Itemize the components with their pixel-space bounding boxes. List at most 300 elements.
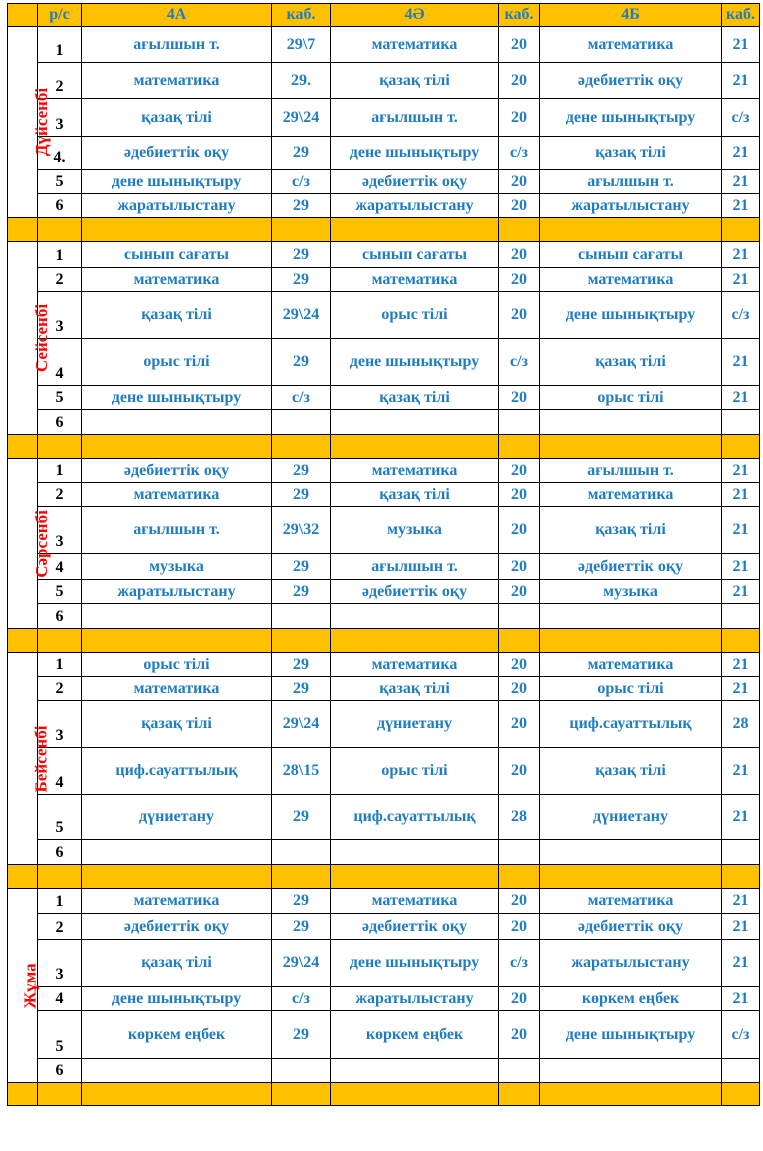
separator-cell: [540, 435, 722, 459]
room-cell: 29: [272, 580, 331, 604]
room-cell: 21: [722, 889, 760, 914]
lesson-number: 1: [38, 889, 82, 914]
room-cell: 20: [499, 507, 540, 554]
subject-cell: математика: [540, 483, 722, 507]
subject-cell: орыс тілі: [82, 339, 272, 386]
header-cell: 4Ә: [331, 4, 499, 27]
room-cell: 20: [499, 459, 540, 483]
lesson-number: 4: [38, 554, 82, 580]
room-cell: 21: [722, 268, 760, 292]
separator-cell: [331, 1083, 499, 1106]
day-label: [8, 653, 51, 865]
room-cell: [722, 840, 760, 865]
separator-cell: [272, 629, 331, 653]
subject-cell: орыс тілі: [540, 677, 722, 701]
subject-cell: дене шынықтыру: [540, 99, 722, 137]
day-name: Дүйсенбі: [32, 87, 52, 157]
table-row: [8, 914, 760, 940]
room-cell: 29: [272, 194, 331, 218]
subject-cell: [331, 604, 499, 629]
separator-cell: [272, 865, 331, 889]
separator-cell: [499, 629, 540, 653]
room-cell: 20: [499, 748, 540, 795]
room-cell: 21: [722, 194, 760, 218]
subject-cell: орыс тілі: [331, 292, 499, 339]
subject-cell: дене шынықтыру: [540, 1011, 722, 1059]
lesson-number: 4: [38, 339, 82, 386]
lesson-number: 6: [38, 1059, 82, 1083]
lesson-number: 2: [38, 63, 82, 99]
day-separator-row: [8, 865, 760, 889]
separator-cell: [8, 865, 38, 889]
room-cell: с/з: [272, 987, 331, 1011]
room-cell: 20: [499, 483, 540, 507]
room-cell: 20: [499, 194, 540, 218]
room-cell: [272, 1059, 331, 1083]
table-row: [8, 507, 760, 554]
subject-cell: [540, 1059, 722, 1083]
separator-cell: [82, 629, 272, 653]
room-cell: 20: [499, 170, 540, 194]
room-cell: 21: [722, 27, 760, 63]
room-cell: 29.: [272, 63, 331, 99]
subject-cell: математика: [82, 677, 272, 701]
room-cell: 21: [722, 507, 760, 554]
lesson-number: 3: [38, 701, 82, 748]
lesson-number: 5: [38, 580, 82, 604]
room-cell: [722, 1059, 760, 1083]
separator-cell: [8, 218, 38, 242]
subject-cell: математика: [331, 653, 499, 677]
subject-cell: ағылшын т.: [331, 99, 499, 137]
lesson-number: 6: [38, 410, 82, 435]
separator-cell: [722, 865, 760, 889]
separator-cell: [272, 1083, 331, 1106]
table-row: [8, 677, 760, 701]
subject-cell: [331, 410, 499, 435]
day-name: Сейсенбі: [32, 303, 52, 373]
room-cell: 28: [722, 701, 760, 748]
room-cell: 20: [499, 889, 540, 914]
table-row: [8, 268, 760, 292]
subject-cell: дене шынықтыру: [331, 940, 499, 987]
day-separator-row: [8, 1083, 760, 1106]
subject-cell: математика: [82, 889, 272, 914]
lesson-number: 2: [38, 268, 82, 292]
room-cell: 29: [272, 677, 331, 701]
separator-cell: [499, 435, 540, 459]
room-cell: 21: [722, 748, 760, 795]
room-cell: 20: [499, 914, 540, 940]
room-cell: 20: [499, 63, 540, 99]
room-cell: 28: [499, 795, 540, 840]
subject-cell: [331, 840, 499, 865]
table-row: [8, 889, 760, 914]
subject-cell: әдебиеттік оқу: [331, 914, 499, 940]
table-row: [8, 99, 760, 137]
table-row: [8, 483, 760, 507]
subject-cell: әдебиеттік оқу: [540, 914, 722, 940]
lesson-number: 6: [38, 604, 82, 629]
subject-cell: музыка: [540, 580, 722, 604]
lesson-number: 1: [38, 653, 82, 677]
subject-cell: ағылшын т.: [82, 507, 272, 554]
room-cell: с/з: [499, 339, 540, 386]
room-cell: 20: [499, 386, 540, 410]
header-cell: каб.: [722, 4, 760, 27]
subject-cell: математика: [331, 27, 499, 63]
separator-cell: [499, 865, 540, 889]
subject-cell: математика: [82, 483, 272, 507]
subject-cell: әдебиеттік оқу: [82, 914, 272, 940]
subject-cell: қазақ тілі: [82, 99, 272, 137]
room-cell: 29: [272, 459, 331, 483]
lesson-number: 1: [38, 27, 82, 63]
room-cell: 29: [272, 483, 331, 507]
room-cell: 21: [722, 914, 760, 940]
subject-cell: математика: [82, 63, 272, 99]
subject-cell: сынып сағаты: [331, 242, 499, 268]
room-cell: [722, 604, 760, 629]
room-cell: 29: [272, 795, 331, 840]
separator-cell: [540, 865, 722, 889]
room-cell: 29: [272, 914, 331, 940]
table-row: [8, 242, 760, 268]
header-cell: 4А: [82, 4, 272, 27]
room-cell: 20: [499, 653, 540, 677]
separator-cell: [722, 218, 760, 242]
room-cell: 29\24: [272, 701, 331, 748]
table-row: [8, 840, 760, 865]
subject-cell: қазақ тілі: [540, 507, 722, 554]
subject-cell: математика: [540, 653, 722, 677]
subject-cell: [540, 410, 722, 435]
subject-cell: орыс тілі: [82, 653, 272, 677]
room-cell: 21: [722, 653, 760, 677]
room-cell: 29\32: [272, 507, 331, 554]
lesson-number: 3: [38, 99, 82, 137]
subject-cell: қазақ тілі: [82, 701, 272, 748]
room-cell: 21: [722, 63, 760, 99]
header-row: [8, 4, 760, 27]
header-cell: [8, 4, 38, 27]
table-row: [8, 653, 760, 677]
lesson-number: 5: [38, 170, 82, 194]
table-row: [8, 795, 760, 840]
subject-cell: қазақ тілі: [82, 940, 272, 987]
header-cell: каб.: [499, 4, 540, 27]
room-cell: 21: [722, 580, 760, 604]
table-row: [8, 292, 760, 339]
room-cell: 21: [722, 795, 760, 840]
subject-cell: дене шынықтыру: [82, 386, 272, 410]
table-row: [8, 580, 760, 604]
room-cell: 29: [272, 268, 331, 292]
subject-cell: көркем еңбек: [540, 987, 722, 1011]
table-row: [8, 701, 760, 748]
subject-cell: қазақ тілі: [331, 677, 499, 701]
subject-cell: математика: [540, 27, 722, 63]
room-cell: 20: [499, 292, 540, 339]
subject-cell: ағылшын т.: [540, 459, 722, 483]
subject-cell: көркем еңбек: [82, 1011, 272, 1059]
room-cell: 20: [499, 580, 540, 604]
room-cell: 20: [499, 99, 540, 137]
subject-cell: қазақ тілі: [82, 292, 272, 339]
subject-cell: қазақ тілі: [540, 137, 722, 170]
separator-cell: [8, 1083, 38, 1106]
subject-cell: циф.сауаттылық: [82, 748, 272, 795]
subject-cell: қазақ тілі: [540, 339, 722, 386]
lesson-number: 6: [38, 194, 82, 218]
separator-cell: [272, 435, 331, 459]
room-cell: 29\7: [272, 27, 331, 63]
separator-cell: [540, 1083, 722, 1106]
table-row: [8, 1011, 760, 1059]
separator-cell: [331, 218, 499, 242]
subject-cell: дүниетану: [540, 795, 722, 840]
subject-cell: математика: [82, 268, 272, 292]
separator-cell: [331, 865, 499, 889]
room-cell: [499, 410, 540, 435]
subject-cell: дене шынықтыру: [82, 987, 272, 1011]
lesson-number: 5: [38, 795, 82, 840]
subject-cell: жаратылыстану: [82, 194, 272, 218]
room-cell: [722, 410, 760, 435]
room-cell: 29\24: [272, 940, 331, 987]
room-cell: 21: [722, 554, 760, 580]
room-cell: 29: [272, 1011, 331, 1059]
room-cell: 21: [722, 242, 760, 268]
separator-cell: [38, 218, 82, 242]
room-cell: 20: [499, 987, 540, 1011]
room-cell: 29: [272, 137, 331, 170]
table-row: [8, 604, 760, 629]
room-cell: с/з: [272, 386, 331, 410]
lesson-number: 4: [38, 987, 82, 1011]
subject-cell: музыка: [331, 507, 499, 554]
day-name: Сәрсенбі: [31, 509, 51, 578]
subject-cell: циф.сауаттылық: [331, 795, 499, 840]
subject-cell: әдебиеттік оқу: [82, 459, 272, 483]
lesson-number: 2: [38, 677, 82, 701]
subject-cell: әдебиеттік оқу: [540, 63, 722, 99]
room-cell: [272, 604, 331, 629]
room-cell: 29: [272, 653, 331, 677]
room-cell: 21: [722, 137, 760, 170]
subject-cell: математика: [331, 268, 499, 292]
separator-cell: [331, 435, 499, 459]
subject-cell: жаратылыстану: [540, 194, 722, 218]
header-cell: р/с: [38, 4, 82, 27]
room-cell: 21: [722, 677, 760, 701]
lesson-number: 1: [38, 242, 82, 268]
table-row: [8, 1059, 760, 1083]
room-cell: 20: [499, 27, 540, 63]
separator-cell: [82, 435, 272, 459]
separator-cell: [82, 1083, 272, 1106]
header-cell: каб.: [272, 4, 331, 27]
subject-cell: дене шынықтыру: [331, 339, 499, 386]
subject-cell: әдебиеттік оқу: [331, 170, 499, 194]
subject-cell: математика: [331, 459, 499, 483]
lesson-number: 3: [38, 507, 82, 554]
table-row: [8, 339, 760, 386]
room-cell: 21: [722, 940, 760, 987]
subject-cell: әдебиеттік оқу: [540, 554, 722, 580]
room-cell: 20: [499, 554, 540, 580]
room-cell: с/з: [722, 1011, 760, 1059]
day-separator-row: [8, 218, 760, 242]
separator-cell: [722, 435, 760, 459]
subject-cell: математика: [540, 889, 722, 914]
separator-cell: [499, 218, 540, 242]
room-cell: с/з: [272, 170, 331, 194]
lesson-number: 6: [38, 840, 82, 865]
table-row: [8, 170, 760, 194]
subject-cell: жаратылыстану: [331, 987, 499, 1011]
lesson-number: 4: [38, 748, 82, 795]
lesson-number: 2: [38, 483, 82, 507]
separator-cell: [38, 865, 82, 889]
subject-cell: әдебиеттік оқу: [82, 137, 272, 170]
lesson-number: 3: [38, 940, 82, 987]
subject-cell: әдебиеттік оқу: [331, 580, 499, 604]
room-cell: 29: [272, 242, 331, 268]
subject-cell: сынып сағаты: [540, 242, 722, 268]
subject-cell: дене шынықтыру: [82, 170, 272, 194]
subject-cell: қазақ тілі: [540, 748, 722, 795]
subject-cell: ағылшын т.: [540, 170, 722, 194]
separator-cell: [38, 435, 82, 459]
lesson-number: 4.: [38, 137, 82, 170]
subject-cell: жаратылыстану: [82, 580, 272, 604]
separator-cell: [331, 629, 499, 653]
separator-cell: [8, 629, 38, 653]
subject-cell: сынып сағаты: [82, 242, 272, 268]
separator-cell: [722, 629, 760, 653]
subject-cell: [82, 1059, 272, 1083]
day-label: [8, 889, 38, 1083]
table-row: [8, 940, 760, 987]
separator-cell: [38, 629, 82, 653]
subject-cell: қазақ тілі: [331, 483, 499, 507]
subject-cell: дене шынықтыру: [540, 292, 722, 339]
room-cell: 20: [499, 1011, 540, 1059]
day-separator-row: [8, 435, 760, 459]
separator-cell: [272, 218, 331, 242]
room-cell: [499, 604, 540, 629]
room-cell: 21: [722, 339, 760, 386]
room-cell: 21: [722, 459, 760, 483]
room-cell: 20: [499, 677, 540, 701]
subject-cell: көркем еңбек: [331, 1011, 499, 1059]
lesson-number: 2: [38, 914, 82, 940]
day-label: [8, 27, 52, 218]
subject-cell: дене шынықтыру: [331, 137, 499, 170]
table-row: [8, 194, 760, 218]
subject-cell: жаратылыстану: [331, 194, 499, 218]
subject-cell: математика: [331, 889, 499, 914]
room-cell: 21: [722, 170, 760, 194]
subject-cell: [82, 604, 272, 629]
day-label: [8, 242, 52, 435]
room-cell: с/з: [499, 940, 540, 987]
separator-cell: [540, 629, 722, 653]
room-cell: 29\24: [272, 99, 331, 137]
subject-cell: орыс тілі: [540, 386, 722, 410]
separator-cell: [38, 1083, 82, 1106]
room-cell: [272, 840, 331, 865]
table-row: [8, 987, 760, 1011]
room-cell: с/з: [722, 99, 760, 137]
room-cell: [499, 840, 540, 865]
room-cell: 20: [499, 268, 540, 292]
subject-cell: жаратылыстану: [540, 940, 722, 987]
subject-cell: [540, 840, 722, 865]
table-row: [8, 137, 760, 170]
room-cell: 21: [722, 483, 760, 507]
separator-cell: [722, 1083, 760, 1106]
room-cell: 21: [722, 386, 760, 410]
separator-cell: [540, 218, 722, 242]
subject-cell: [331, 1059, 499, 1083]
day-separator-row: [8, 629, 760, 653]
room-cell: 20: [499, 701, 540, 748]
lesson-number: 5: [38, 1011, 82, 1059]
room-cell: с/з: [722, 292, 760, 339]
lesson-number: 5: [38, 386, 82, 410]
room-cell: 21: [722, 987, 760, 1011]
room-cell: [272, 410, 331, 435]
subject-cell: ағылшын т.: [331, 554, 499, 580]
table-row: [8, 386, 760, 410]
table-row: [8, 459, 760, 483]
room-cell: 29: [272, 554, 331, 580]
timetable: [7, 3, 760, 1106]
subject-cell: ағылшын т.: [82, 27, 272, 63]
separator-cell: [8, 435, 38, 459]
separator-cell: [82, 865, 272, 889]
subject-cell: музыка: [82, 554, 272, 580]
room-cell: с/з: [499, 137, 540, 170]
room-cell: 28\15: [272, 748, 331, 795]
subject-cell: циф.сауаттылық: [540, 701, 722, 748]
subject-cell: математика: [540, 268, 722, 292]
day-name: Бейсенбі: [31, 725, 51, 792]
subject-cell: қазақ тілі: [331, 386, 499, 410]
subject-cell: қазақ тілі: [331, 63, 499, 99]
lesson-number: 1: [38, 459, 82, 483]
table-row: [8, 27, 760, 63]
subject-cell: [82, 840, 272, 865]
table-row: [8, 554, 760, 580]
subject-cell: дүниетану: [331, 701, 499, 748]
header-cell: 4Б: [540, 4, 722, 27]
room-cell: 29: [272, 339, 331, 386]
room-cell: 20: [499, 242, 540, 268]
room-cell: 29\24: [272, 292, 331, 339]
subject-cell: [82, 410, 272, 435]
subject-cell: орыс тілі: [331, 748, 499, 795]
room-cell: [499, 1059, 540, 1083]
subject-cell: дүниетану: [82, 795, 272, 840]
lesson-number: 3: [38, 292, 82, 339]
day-label: [8, 459, 51, 629]
table-row: [8, 410, 760, 435]
table-row: [8, 63, 760, 99]
subject-cell: [540, 604, 722, 629]
